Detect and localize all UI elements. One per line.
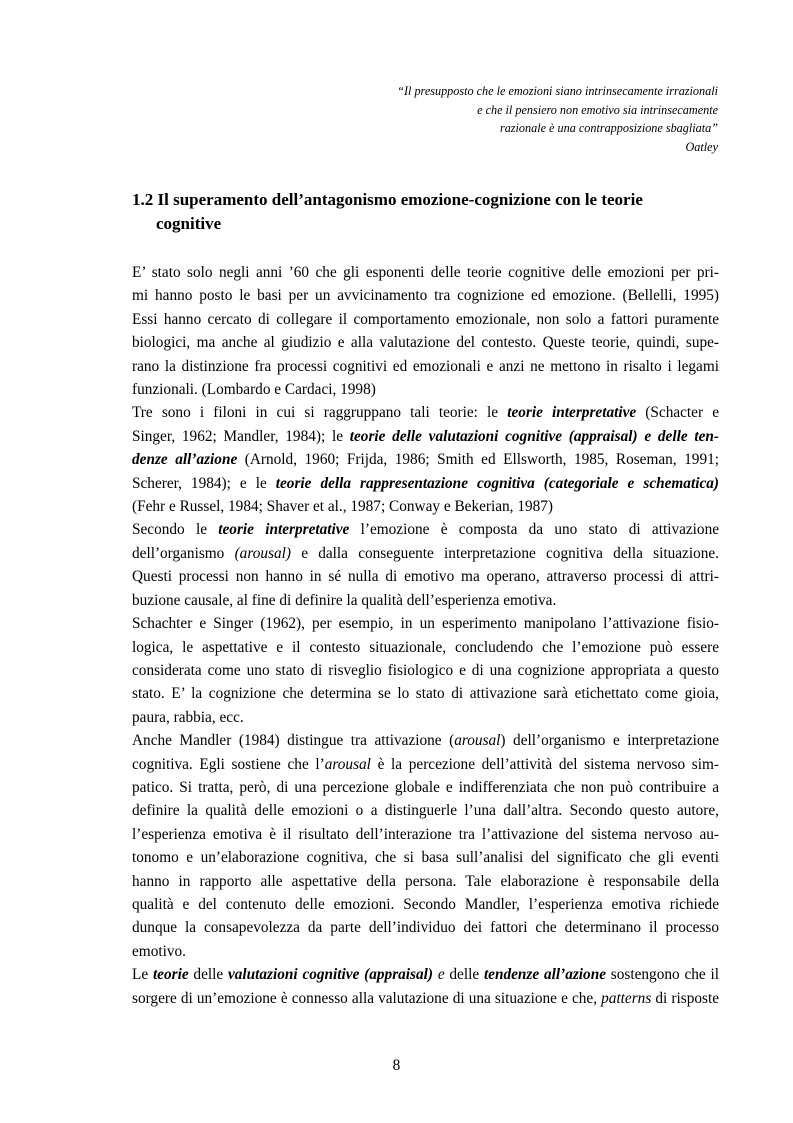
text-line: cognitiva. Egli sostiene che l’arousal è la percezione dell’attività del sistema nervoso sim- — [132, 755, 720, 773]
text-line: buzione causale, al fine di definire la qualità dell’esperienza emotiva. — [132, 591, 557, 609]
text-line: hanno in rapporto alle aspettative della persona. Tale elaborazione è responsabile della — [132, 872, 719, 890]
text-line: patico. Si tratta, però, di una percezione globale e indifferenziata che non può contribuire a — [132, 778, 719, 796]
section-heading — [132, 188, 722, 236]
epigraph-author: Oatley — [685, 139, 718, 154]
text-line: biologici, ma anche al giudizio e alla valutazione del contesto. Queste teorie, quindi, supe- — [132, 334, 719, 352]
body-text — [132, 261, 719, 1010]
text-line: dell’organismo (arousal) e dalla conseguente interpretazione cognitiva della situazione. — [132, 544, 719, 562]
text-line: Scherer, 1984); e le teorie della rappresentazione cognitiva (categoriale e schematica) — [132, 474, 719, 492]
epigraph — [397, 82, 718, 156]
epigraph-line: e che il pensiero non emotivo sia intrinsecamente — [477, 102, 718, 117]
text-line: tonomo e un’elaborazione cognitiva, che si basa sull’analisi del significato che gli eventi — [132, 849, 719, 867]
text-line: l’esperienza emotiva è il risultato dell’interazione tra l’attivazione del sistema nervoso au- — [132, 825, 719, 843]
section-heading-line: cognitive — [156, 214, 222, 233]
text-line: Essi hanno cercato di collegare il comportamento emozionale, non solo a fattori puramente — [132, 310, 719, 328]
epigraph-line: “Il presupposto che le emozioni siano intrinsecamente irrazionali — [397, 84, 718, 98]
text-line: rano la distinzione fra processi cognitivi ed emozionali e anzi ne mettono in risalto i legami — [132, 357, 719, 375]
text-line: Le teorie delle valutazioni cognitive (appraisal) e delle tendenze all’azione sostengono che il — [132, 966, 719, 984]
text-line: E’ stato solo negli anni ’60 che gli esponenti delle teorie cognitive delle emozioni per pri- — [132, 264, 719, 281]
epigraph-line: razionale è una contrapposizione sbagliata” — [499, 121, 718, 135]
text-line: Tre sono i filoni in cui si raggruppano tali teorie: le teorie interpretative (Schacter e — [132, 404, 719, 422]
text-line: (Fehr e Russel, 1984; Shaver et al., 1987; Conway e Bekerian, 1987) — [132, 498, 554, 516]
text-line: logica, le aspettative e il contesto situazionale, concludendo che l’emozione può essere — [132, 638, 719, 656]
text-line: sorgere di un’emozione è connesso alla valutazione di una situazione e che, patterns di risposte — [132, 989, 719, 1007]
text-line: denze all’azione (Arnold, 1960; Frijda, 1986; Smith ed Ellsworth, 1985, Roseman, 1991; — [132, 451, 719, 469]
text-line: stato. E’ la cognizione che determina se lo stato di attivazione sarà etichettato come gioia, — [132, 685, 719, 703]
text-line: definire la qualità delle emozioni o a distinguerle l’una dall’altra. Secondo questo autore, — [132, 802, 719, 820]
text-line: Singer, 1962; Mandler, 1984); le teorie delle valutazioni cognitive (appraisal) e delle ten- — [132, 427, 720, 445]
text-line: mi hanno posto le basi per un avvicinamento tra cognizione ed emozione. (Bellelli, 1995) — [132, 287, 719, 305]
text-line: Secondo le teorie interpretative l’emozione è composta da uno stato di attivazione — [132, 521, 720, 539]
text-line: funzionali. (Lombardo e Cardaci, 1998) — [132, 381, 376, 399]
text-line: Questi processi non hanno in sé nulla di emotivo ma operano, attraverso processi di attri- — [132, 568, 719, 586]
text-line: dunque la consapevolezza da parte dell’individuo dei fattori che determinano il processo — [132, 919, 719, 937]
section-heading-line: 1.2 Il superamento dell’antagonismo emozione-cognizione con le teorie — [132, 190, 643, 209]
text-line: emotivo. — [132, 942, 186, 960]
text-line: Schachter e Singer (1962), per esempio, in un esperimento manipolano l’attivazione fisio- — [132, 615, 719, 633]
text-line: Anche Mandler (1984) distingue tra attivazione (arousal) dell’organismo e interpretazione — [132, 732, 720, 750]
page-number: 8 — [392, 1057, 401, 1074]
text-line: qualità e del contenuto delle emozioni. Secondo Mandler, l’esperienza emotiva richiede — [132, 895, 719, 913]
text-line: paura, rabbia, ecc. — [132, 708, 244, 726]
text-line: considerata come uno stato di risveglio fisiologico e di una cognizione appropriata a questo — [132, 661, 719, 679]
